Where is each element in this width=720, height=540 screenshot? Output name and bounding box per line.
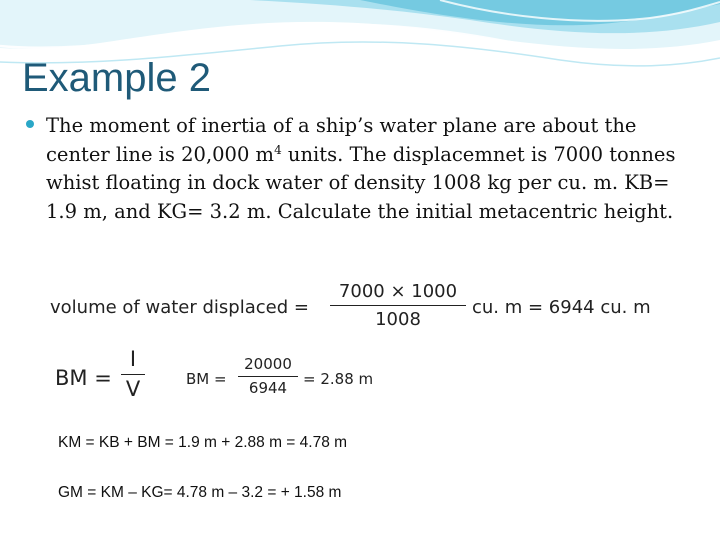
bm-value-fraction — [238, 356, 298, 397]
km-calculation: KM = KB + BM = 1.9 m + 2.88 m = 4.78 m — [58, 434, 348, 451]
gm-calculation: GM = KM – KG= 4.78 m – 3.2 = + 1.58 m — [58, 484, 342, 501]
volume-fraction-bar — [330, 305, 466, 306]
bm-value-lhs: BM = — [186, 370, 227, 388]
volume-rhs: cu. m = 6944 cu. m — [472, 297, 651, 318]
bm-value-numerator: 20000 — [244, 355, 292, 373]
problem-statement — [46, 112, 686, 226]
bm-formula-fraction-bar — [121, 374, 145, 375]
bm-value-denominator: 6944 — [248, 379, 288, 397]
problem-text-start: The moment of inertia of a ship’s water plane are about the center line is 20,000 m — [46, 114, 637, 166]
superscript-exponent: 4 — [274, 142, 282, 157]
bm-formula-numerator: I — [129, 347, 137, 371]
volume-lhs: volume of water displaced = — [50, 297, 309, 318]
volume-numerator: 7000 × 1000 — [338, 281, 458, 302]
bm-value-rhs: = 2.88 m — [303, 370, 374, 388]
bm-value-fraction-bar — [238, 376, 298, 377]
bullet-icon — [26, 120, 34, 128]
bm-formula-denominator: V — [125, 377, 141, 401]
bm-formula-fraction — [121, 348, 145, 401]
bm-formula-lhs: BM = — [55, 366, 112, 390]
slide-title: Example 2 — [22, 56, 211, 100]
problem-text-end: units. The displacemnet is 7000 tonnes whist floating in dock water of density 1008 kg per cu. m. KB= 1.9 m, and KG= 3.2 m. Calculate the initial metacentric height. — [46, 142, 676, 223]
volume-fraction — [330, 281, 466, 330]
volume-denominator: 1008 — [375, 309, 421, 330]
